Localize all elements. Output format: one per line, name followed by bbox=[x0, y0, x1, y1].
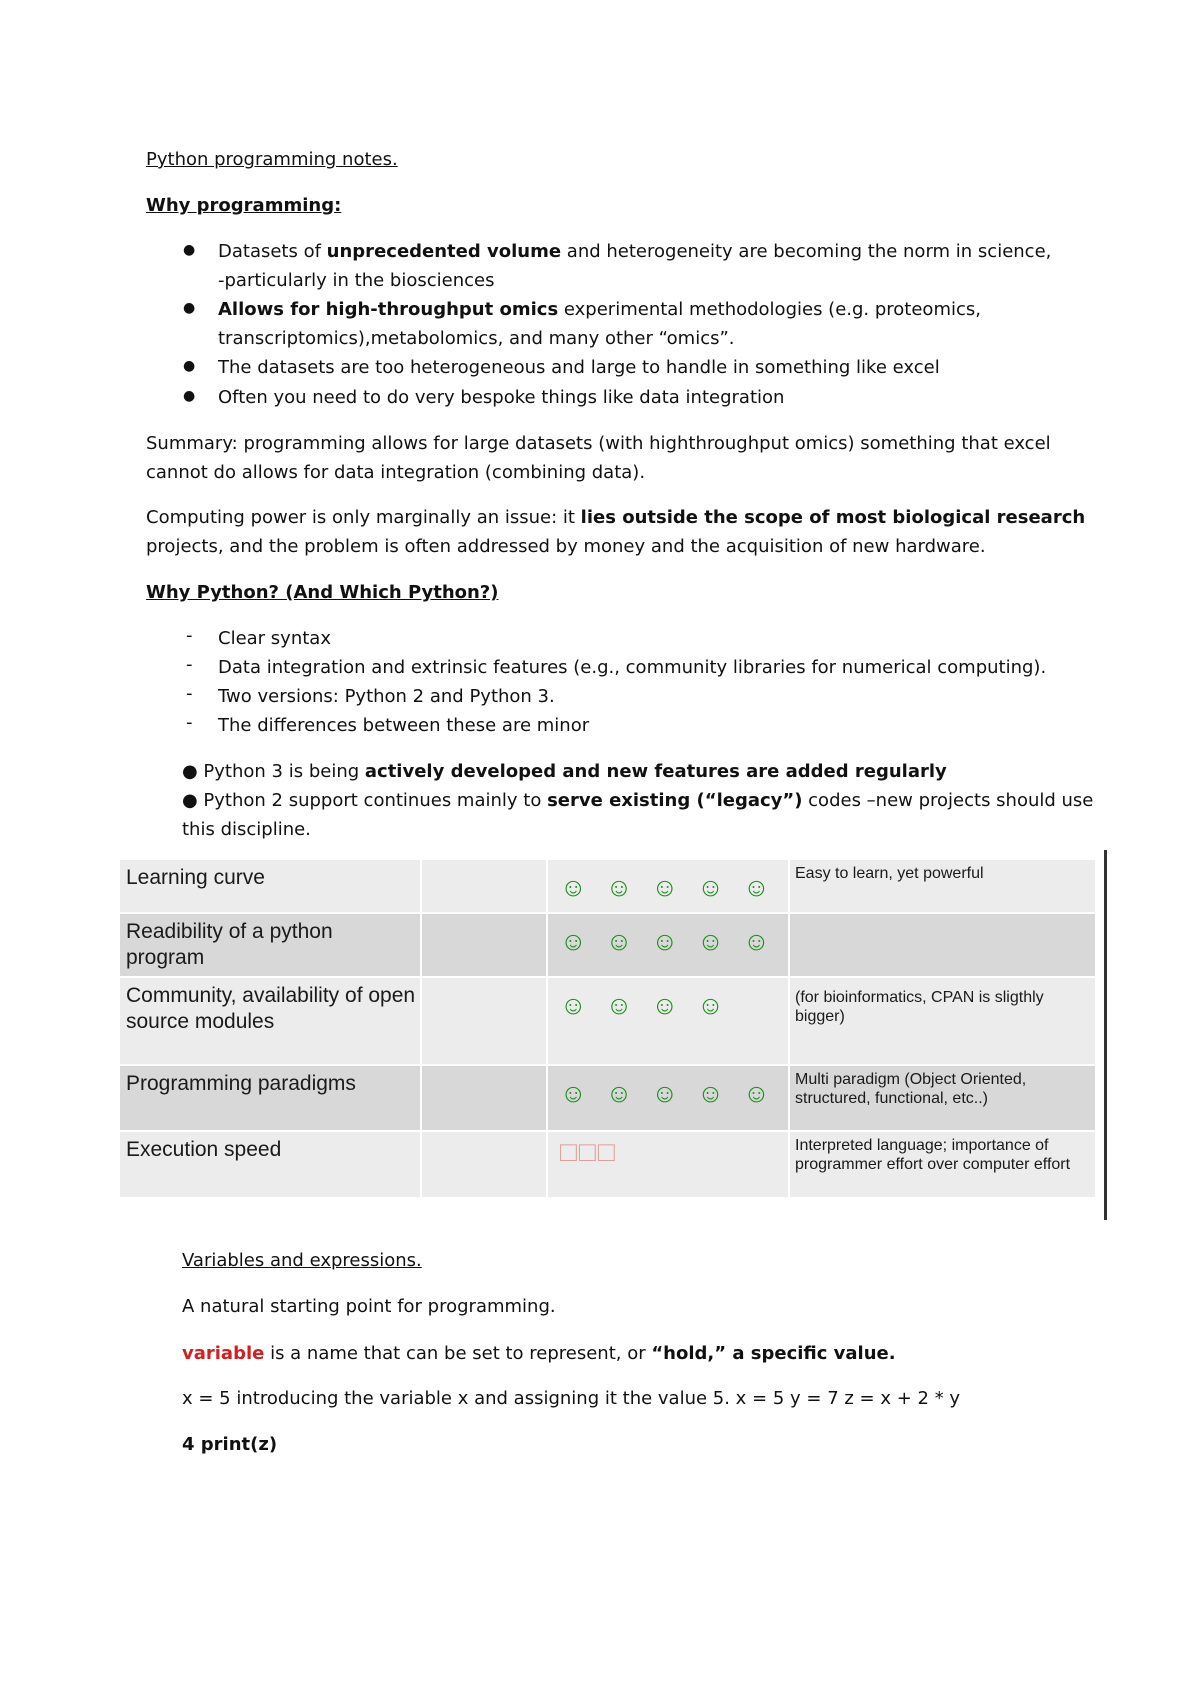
bullet-marker: ● bbox=[183, 300, 196, 316]
python2-note: ● Python 2 support continues mainly to serve existing (“legacy”) codes –new projects should use bbox=[182, 790, 1094, 811]
variable-example: x = 5 introducing the variable x and assigning it the value 5. x = 5 y = 7 z = x + 2 * y bbox=[182, 1388, 961, 1409]
bullet-1-line2: -particularly in the biosciences bbox=[218, 270, 495, 291]
rating-smiley-icons: ☺ ☺ ☺ ☺ ☺ bbox=[560, 1078, 776, 1108]
feature-cell: Programming paradigms bbox=[126, 1072, 356, 1095]
note-cell: (for bioinformatics, CPAN is sligthly bigger) bbox=[795, 989, 1044, 1025]
feature-cell: Execution speed bbox=[126, 1138, 282, 1161]
bullet-1: Datasets of unprecedented volume and heterogeneity are becoming the norm in science, bbox=[218, 241, 1052, 262]
rating-smiley-icons: ☺ ☺ ☺ ☺ ☺ bbox=[560, 926, 776, 956]
bullet-4: Often you need to do very bespoke things like data integration bbox=[218, 387, 785, 408]
table-row bbox=[120, 860, 1095, 912]
doc-title: Python programming notes. bbox=[146, 149, 398, 170]
note-cell bbox=[795, 914, 1090, 976]
table-row bbox=[120, 914, 1095, 976]
python2-note-line2: this discipline. bbox=[182, 819, 311, 840]
computing-line-2: projects, and the problem is often addressed by money and the acquisition of new hardware. bbox=[146, 536, 986, 557]
summary-line-2: cannot do allows for data integration (combining data). bbox=[146, 462, 646, 483]
bullet-2-line2: transcriptomics),metabolomics, and many other “omics”. bbox=[218, 328, 735, 349]
note-cell: Easy to learn, yet powerful bbox=[795, 865, 984, 882]
why-programming-heading: Why programming: bbox=[146, 195, 342, 216]
table-side-rule bbox=[1104, 850, 1107, 1220]
print-line: 4 print(z) bbox=[182, 1434, 278, 1455]
dash-marker: - bbox=[186, 625, 193, 646]
summary-line-1: Summary: programming allows for large datasets (with highthroughput omics) something that excel bbox=[146, 433, 1051, 454]
bullet-2: Allows for high-throughput omics experimental methodologies (e.g. proteomics, bbox=[218, 299, 981, 320]
rating-smiley-icons: ☺ ☺ ☺ ☺ ☺ bbox=[560, 872, 776, 902]
bullet-3: The datasets are too heterogeneous and large to handle in something like excel bbox=[218, 357, 940, 378]
python3-note: ● Python 3 is being actively developed and new features are added regularly bbox=[182, 761, 947, 782]
dash-item-4: The differences between these are minor bbox=[218, 715, 590, 736]
dash-item-2: Data integration and extrinsic features (e.g., community libraries for numerical computing). bbox=[218, 657, 1047, 678]
feature-cell: Learning curve bbox=[126, 866, 265, 889]
bullet-marker: ● bbox=[183, 242, 196, 258]
why-python-heading: Why Python? (And Which Python?) bbox=[146, 582, 499, 603]
variable-definition: variable is a name that can be set to represent, or “hold,” a specific value. bbox=[182, 1343, 896, 1364]
dash-item-1: Clear syntax bbox=[218, 628, 331, 649]
table-row bbox=[120, 1132, 1095, 1197]
bullet-marker: ● bbox=[183, 388, 196, 404]
dash-marker: - bbox=[186, 712, 193, 733]
dash-item-3: Two versions: Python 2 and Python 3. bbox=[218, 686, 555, 707]
table-row bbox=[120, 978, 1095, 1064]
dash-marker: - bbox=[186, 654, 193, 675]
note-cell: Interpreted language; importance of programmer effort over computer effort bbox=[795, 1137, 1071, 1173]
rating-square-icons: □□□ bbox=[560, 1136, 617, 1167]
comparison-table bbox=[120, 860, 1095, 1197]
table-row bbox=[120, 1066, 1095, 1130]
feature-cell: Readibility of a python program bbox=[126, 920, 333, 969]
bullet-marker: ● bbox=[183, 358, 196, 374]
variables-intro: A natural starting point for programming. bbox=[182, 1296, 556, 1317]
variables-heading: Variables and expressions. bbox=[182, 1250, 422, 1271]
dash-marker: - bbox=[186, 683, 193, 704]
rating-smiley-icons: ☺ ☺ ☺ ☺ bbox=[560, 990, 730, 1020]
note-cell: Multi paradigm (Object Oriented, structured, functional, etc..) bbox=[795, 1071, 1027, 1107]
feature-cell: Community, availability of open source modules bbox=[126, 984, 416, 1033]
computing-line-1: Computing power is only marginally an issue: it lies outside the scope of most biological research bbox=[146, 507, 1086, 528]
